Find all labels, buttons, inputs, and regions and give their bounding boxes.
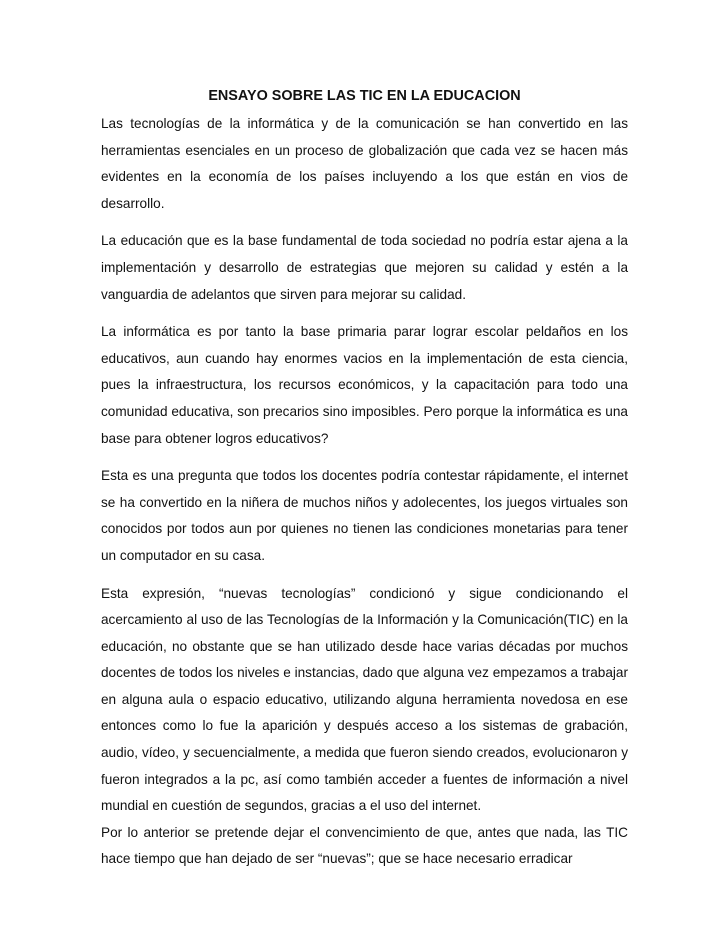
document-title: ENSAYO SOBRE LAS TIC EN LA EDUCACION	[208, 88, 521, 104]
paragraph-5: Esta expresión, “nuevas tecnologías” condicionó y sigue condicionando el acercamiento al uso de las Tecnologías de la Información y la Comunicación(TIC) en la educación, no obstante que se han utilizado desde hace varias décadas por muchos docentes de todos los niveles e instancias, dado que alguna vez empezamos a trabajar en alguna aula o espacio educativo, utilizando alguna herramienta novedosa en ese entonces como lo fue la aparición y después acceso a los sistemas de grabación, audio, vídeo, y secuencialmente, a medida que fueron siendo creados, evolucionaron y fueron integrados a la pc, así como también acceder a fuentes de información a nivel mundial en cuestión de segundos, gracias a el uso del internet.	[101, 585, 628, 814]
paragraph-3: La informática es por tanto la base primaria parar lograr escolar peldaños en los educativos, aun cuando hay enormes vacios en la implementación de esta ciencia, pues la infraestructura, los recursos económicos, y la capacitación para todo una comunidad educativa, son precarios sino imposibles. Pero porque la informática es una base para obtener logros educativos?	[101, 324, 628, 446]
paragraph-2: La educación que es la base fundamental de toda sociedad no podría estar ajena a la implementación y desarrollo de estrategias que mejoren su calidad y estén a la vanguardia de adelantos que sirven para mejorar su calidad.	[101, 233, 628, 302]
document-page	[101, 84, 628, 873]
paragraph-1: Las tecnologías de la informática y de la comunicación se han convertido en las herramientas esenciales en un proceso de globalización que cada vez se hacen más evidentes en la economía de los países incluyendo a los que están en vios de desarrollo.	[101, 116, 628, 211]
paragraph-4: Esta es una pregunta que todos los docentes podría contestar rápidamente, el internet se ha convertido en la niñera de muchos niños y adolecentes, los juegos virtuales son conocidos por todos aun por quienes no tienen las condiciones monetarias para tener un computador en su casa.	[101, 468, 628, 563]
paragraph-6: Por lo anterior se pretende dejar el convencimiento de que, antes que nada, las TIC hace tiempo que han dejado de ser “nuevas”; que se hace necesario erradicar	[101, 824, 628, 867]
